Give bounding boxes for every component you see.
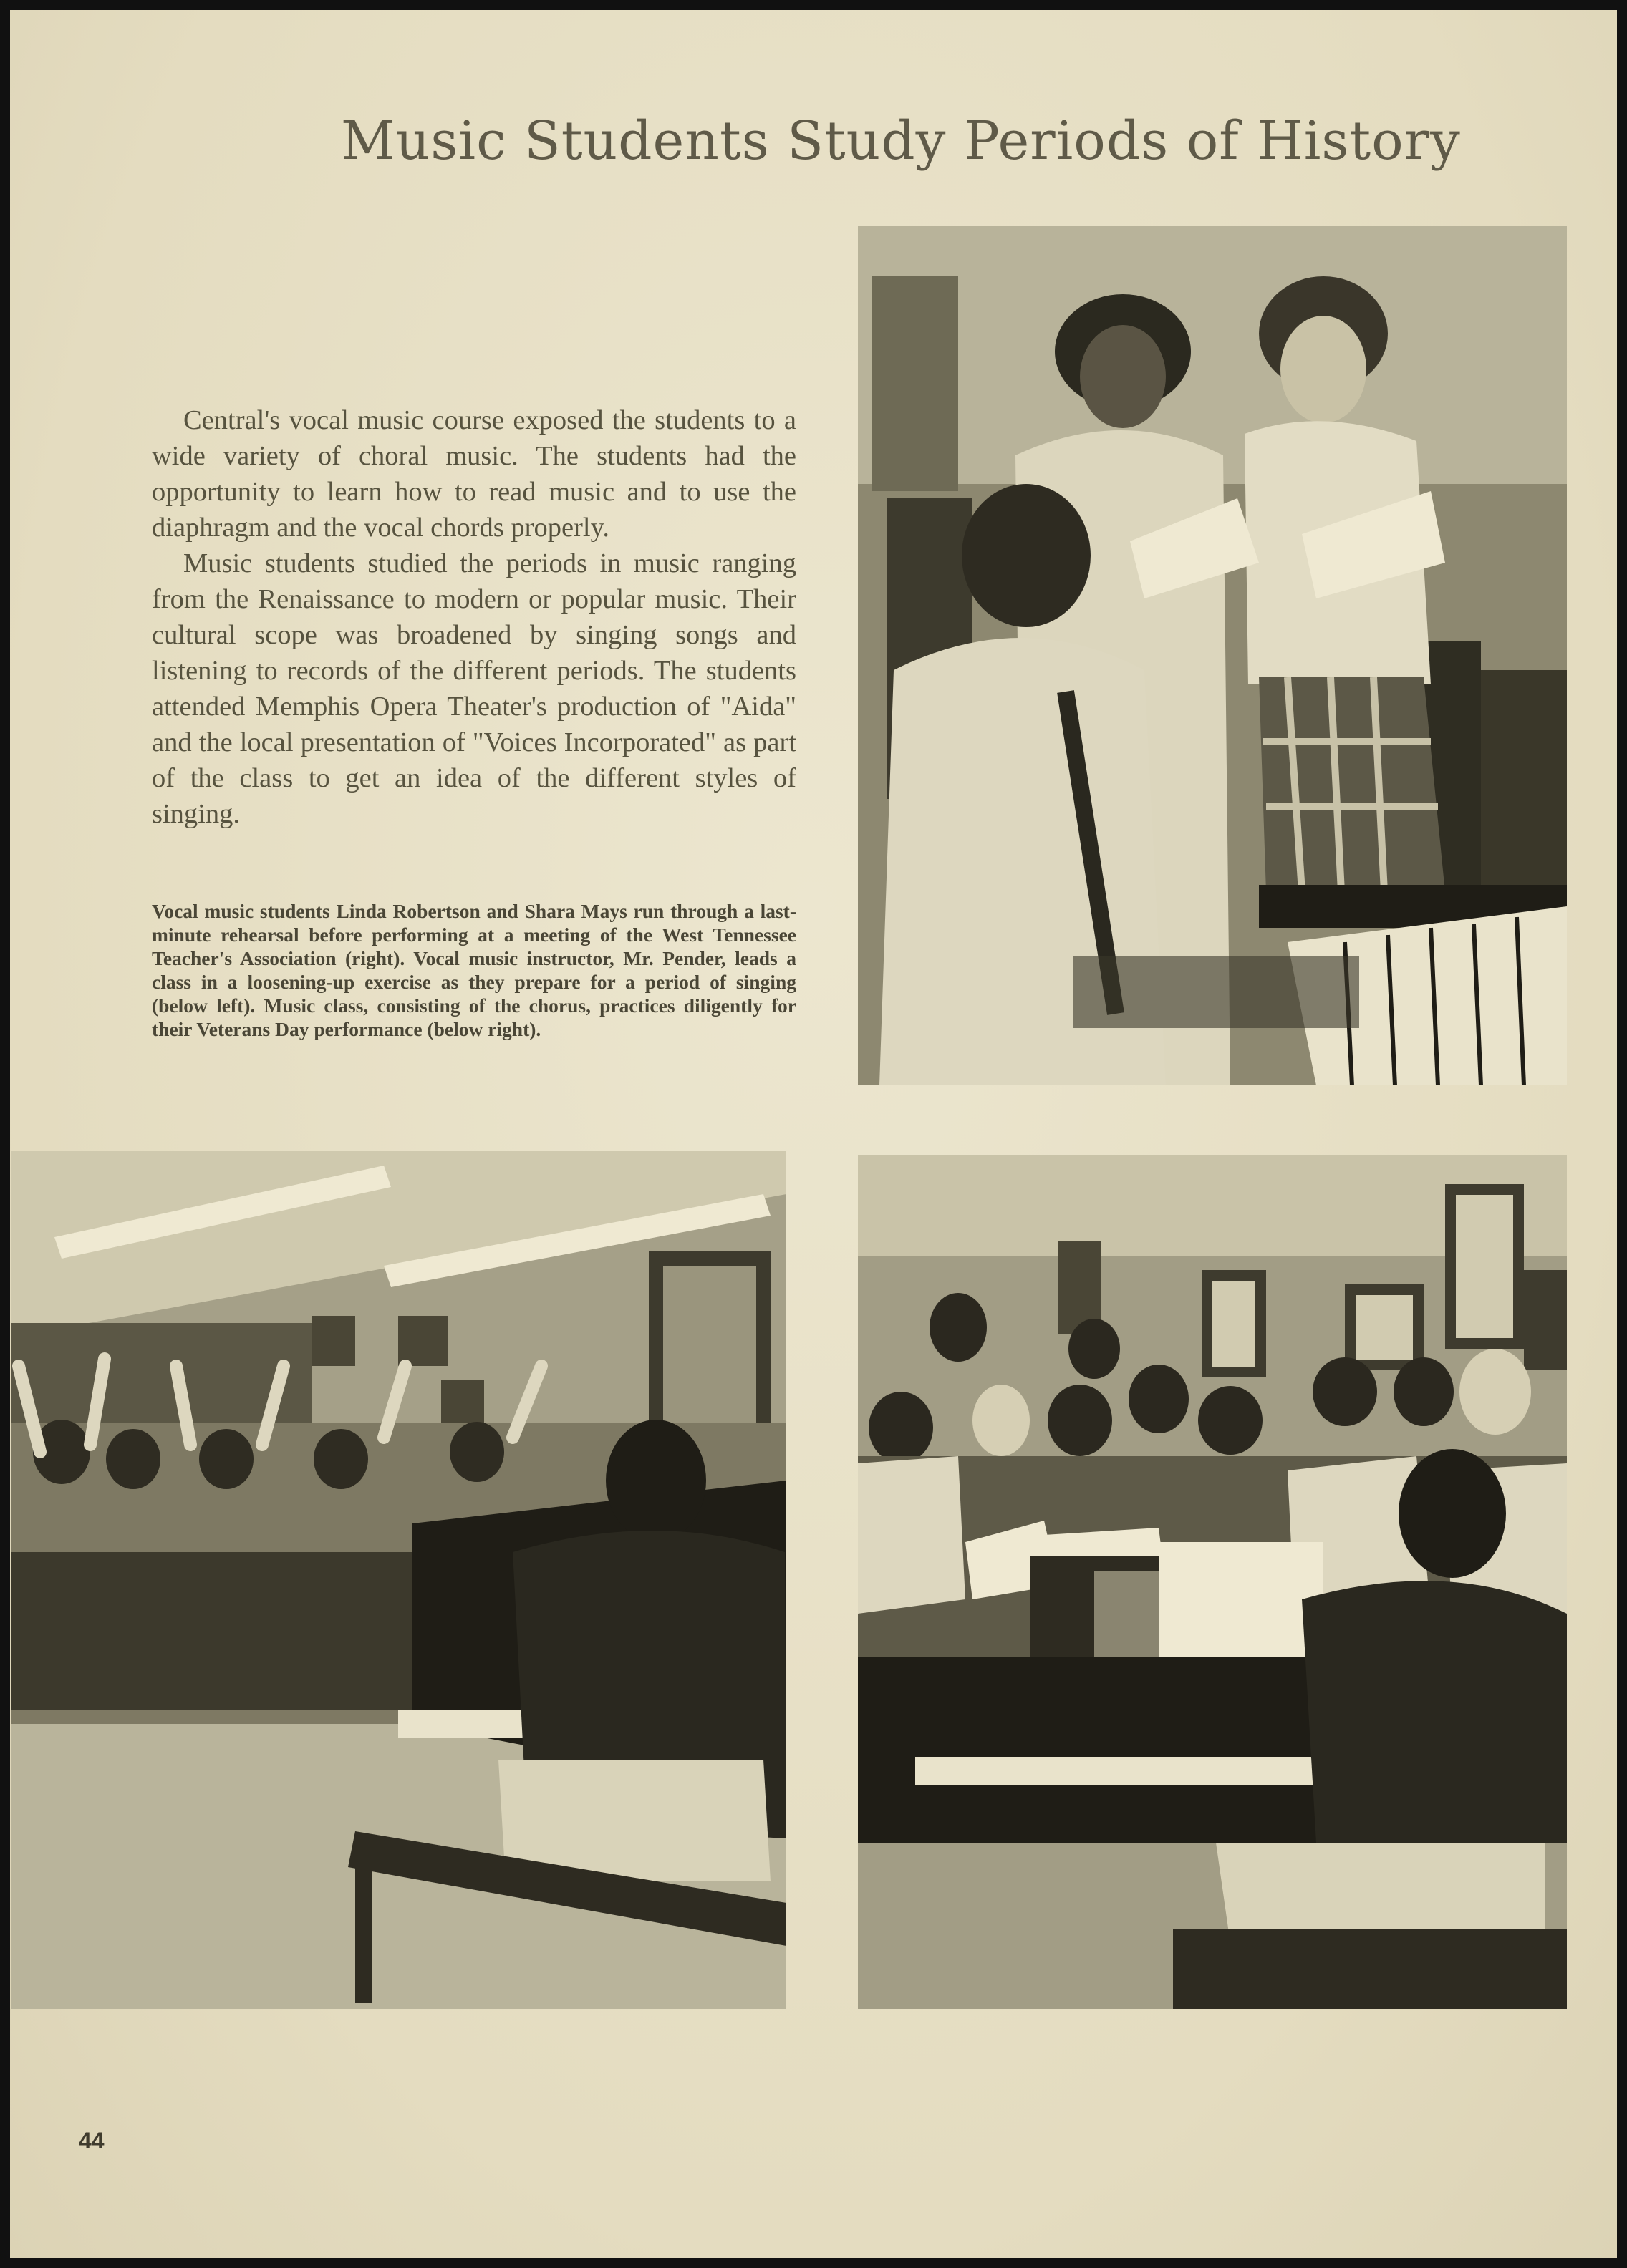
photo-caption: Vocal music students Linda Robertson and Shara Mays run through a last-minute rehearsal before performing at a meeting of the West Tennessee Teacher's Association (right). Vocal music instructor, Mr. Pender, leads a class in a loosening-up exercise as they prepare for a period of singing (below left). Music class, consisting of the chorus, practices diligently for their Veterans Day performance (below right). — [152, 900, 796, 1040]
yearbook-page — [10, 10, 1617, 2258]
photo-loosening-exercise-image — [11, 1151, 786, 2009]
photo-chorus-practice-image — [858, 1155, 1567, 2009]
photo-rehearsal — [858, 226, 1567, 1085]
page-number: 44 — [79, 2128, 105, 2153]
photo-rehearsal-image — [858, 226, 1567, 1085]
photo-loosening-exercise — [11, 1151, 786, 2009]
article-body — [152, 402, 796, 832]
article-paragraph: Central's vocal music course exposed the students to a wide variety of choral music. The students had the opportunity to learn how to read music and to use the diaphragm and the vocal chords properly. — [152, 405, 796, 543]
page-title: Music Students Study Periods of History — [341, 110, 1461, 172]
article-paragraph: Music students studied the periods in music ranging from the Renaissance to modern or popular music. Their cultural scope was broadened by singing songs and listening to records of the different periods. The students attended Memphis Opera Theater's production of "Aida" and the local presentation of "Voices Incorporated" as part of the class to get an idea of the different styles of singing. — [152, 548, 796, 829]
photo-chorus-practice — [858, 1155, 1567, 2009]
